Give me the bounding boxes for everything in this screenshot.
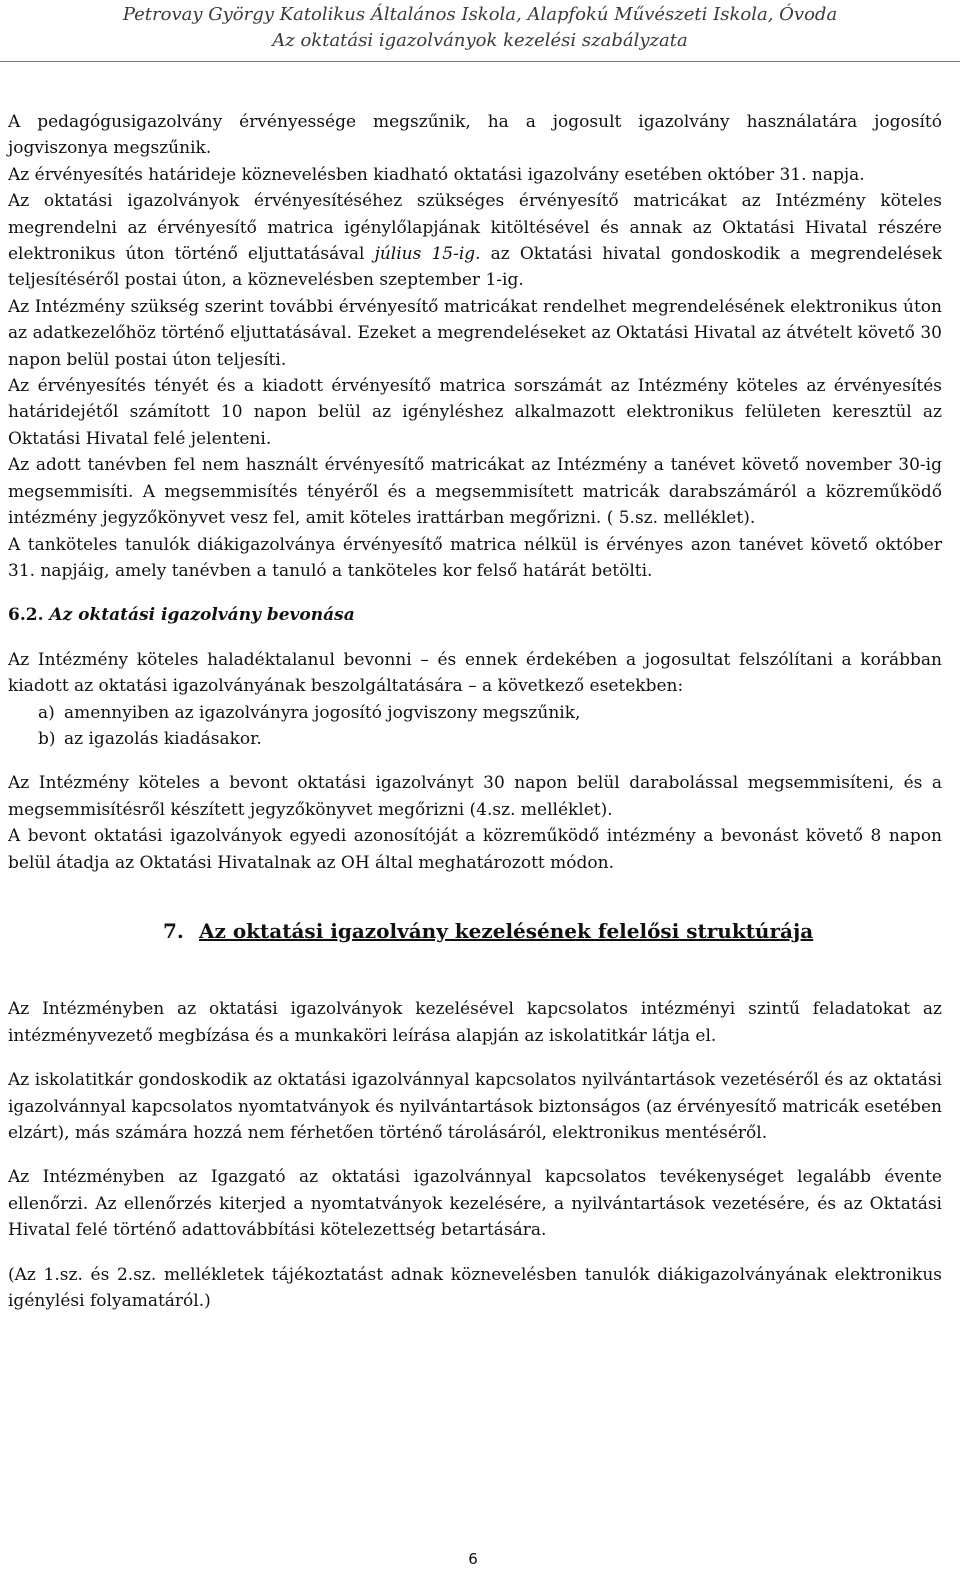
paragraph: Az érvényesítés tényét és a kiadott érvényesítő matrica sorszámát az Intézmény köteles az érvényesítés határidejétől számított 10 napon belül az igényléshez alkalmazott elektronikus felületen keresztül az Oktatási Hivatal felé jelenteni. bbox=[8, 376, 942, 449]
case-list bbox=[8, 700, 942, 753]
section-heading bbox=[8, 918, 942, 944]
paragraph: Az Intézmény köteles a bevont oktatási igazolványt 30 napon belül darabolással megsemmisíteni, és a megsemmisítésről készített jegyzőkönyvet megőrizni (4.sz. melléklet). bbox=[8, 773, 942, 820]
paragraph-text: Az oktatási igazolványok érvényesítéséhez szükséges érvényesítő matricákat az Intézmény köteles megrendelni az érvényesítő matrica igénylőlapjának kitöltésével és annak az Oktatási Hivatal részére elektronikus úton történő eljuttatásával bbox=[8, 191, 942, 265]
paragraph: Az iskolatitkár gondoskodik az oktatási igazolvánnyal kapcsolatos nyilvántartások vezetéséről és az oktatási igazolvánnyal kapcsolatos nyomtatványok és nyilvántartások biztonságos (az érvényesítő matricák esetében elzárt), más számára hozzá nem férhetően történő tárolásáról, elektronikus mentéséről. bbox=[8, 1070, 942, 1143]
list-item-text: az igazolás kiadásakor. bbox=[64, 728, 262, 749]
subsection-number: 6.2. bbox=[8, 605, 44, 626]
list-marker: a) bbox=[38, 702, 55, 723]
list-item bbox=[8, 726, 942, 752]
subsection-title: Az oktatási igazolvány bevonása bbox=[49, 605, 355, 626]
page-header bbox=[0, 0, 960, 62]
paragraph-text: Az adott tanévben fel nem használt érvényesítő matricákat az Intézmény a tanévet követő november 30-ig megsemmisíti. bbox=[8, 455, 942, 502]
paragraph: (Az 1.sz. és 2.sz. mellékletek tájékoztatást adnak köznevelésben tanulók diákigazolványának elektronikus igénylési folyamatáról.) bbox=[8, 1264, 942, 1312]
page-number: 6 bbox=[468, 1550, 478, 1568]
paragraph-text: A megsemmisítés tényéről és a megsemmisített matricák darabszámáról a közreműködő intézmény jegyzőkönyvet vesz fel, amit köteles irattárban megőrizni. ( 5.sz. melléklet). bbox=[8, 481, 942, 529]
list-item bbox=[8, 700, 942, 726]
paragraph: Az Intézményben az Igazgató az oktatási igazolvánnyal kapcsolatos tevékenységet legalább évente ellenőrzi. Az ellenőrzés kiterjed a nyomtatványok kezelésére, a nyilvántartások vezetésére, és az Oktatási Hivatal felé történő adattovábbítási kötelezettség betartására. bbox=[8, 1167, 942, 1241]
list-marker: b) bbox=[38, 728, 56, 749]
section-title: Az oktatási igazolvány kezelésének felelősi struktúrája bbox=[199, 918, 814, 943]
paragraph-text: Ezeket a megrendeléseket az Oktatási Hivatal az átvételt követő 30 napon belül postai úton teljesíti. bbox=[8, 323, 943, 370]
paragraph bbox=[8, 294, 942, 373]
paragraph: A tanköteles tanulók diákigazolványa érvényesítő matrica nélkül is érvényes azon tanévet követő október 31. napjáig, amely tanévben a tanuló a tanköteles kor felső határát betölti. bbox=[8, 534, 942, 581]
paragraph-text: az Oktatási hivatal gondoskodik a megrendelések teljesítéséről postai úton, a köznevelésben szeptember 1-ig. bbox=[8, 244, 943, 291]
paragraph: A pedagógusigazolvány érvényessége megszűnik, ha a jogosult igazolvány használatára jogosító jogviszonya megszűnik. bbox=[8, 112, 942, 159]
paragraph: Az Intézmény köteles haladéktalanul bevonni – és ennek érdekében a jogosultat felszólítani a korábban kiadott az oktatási igazolványának beszolgáltatására – a következő esetekben: bbox=[8, 649, 942, 697]
paragraph: Az érvényesítés határideje köznevelésben kiadható oktatási igazolvány esetében október 31. napja. bbox=[8, 164, 865, 185]
paragraph bbox=[8, 452, 942, 531]
subsection-heading bbox=[8, 602, 942, 628]
paragraph bbox=[8, 188, 942, 294]
header-document-title: Az oktatási igazolványok kezelési szabályzata bbox=[272, 30, 688, 51]
deadline-text: július 15-ig. bbox=[374, 244, 481, 265]
paragraph: A bevont oktatási igazolványok egyedi azonosítóját a közreműködő intézmény a bevonást követő 8 napon belül átadja az Oktatási Hivatalnak az OH által meghatározott módon. bbox=[8, 826, 942, 873]
paragraph: Az Intézményben az oktatási igazolványok kezelésével kapcsolatos intézményi szintű feladatokat az intézményvezető megbízása és a munkaköri leírása alapján az iskolatitkár látja el. bbox=[8, 999, 942, 1046]
header-school-name: Petrovay György Katolikus Általános Iskola, Alapfokú Művészeti Iskola, Óvoda bbox=[122, 4, 838, 25]
list-item-text: amennyiben az igazolványra jogosító jogviszony megszűnik, bbox=[64, 702, 581, 723]
document-body bbox=[8, 109, 942, 1314]
paragraph-text: Az Intézmény szükség szerint további érvényesítő matricákat rendelhet megrendelésének elektronikus úton az adatkezelőhöz történő eljuttatásával. bbox=[8, 296, 942, 344]
section-number: 7. bbox=[163, 918, 184, 943]
